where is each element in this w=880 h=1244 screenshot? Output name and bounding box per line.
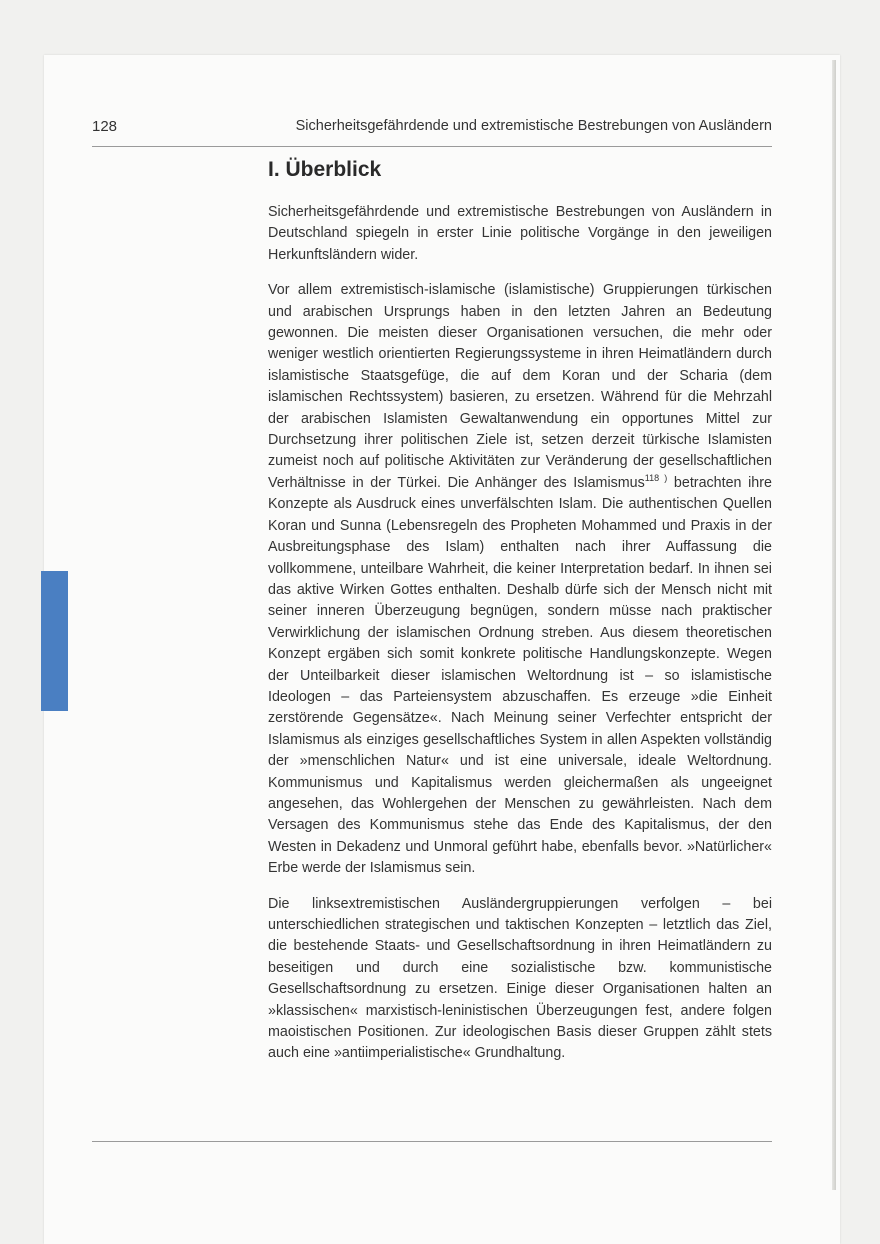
paragraph-text: betrachten ihre Konzepte als Ausdruck eines unverfälschten Islam. Die authentischen Quellen Koran und Sunna (Lebensregeln des Propheten Mohammed und Praxis in der Ausbreitungsphase des Islam) enthalten nach ihrer Auffassung die vollkommene, unteilbare Wahrheit, die keiner Interpretation bedarf. In ihnen sei das aktive Wirken Gottes enthalten. Deshalb dürfe sich der Mensch nicht mit seiner inneren Überzeugung begnügen, sondern müsse nach praktischer Verwirklichung der islamischen Ordnung streben. Aus diesem theoretischen Konzept ergäben sich somit konkrete politische Handlungskonzepte. Wegen der Unteilbarkeit dieser islamischen Weltordnung ist – so islamistische Ideologen – das Parteiensystem abzuschaffen. Es erzeuge »die Einheit zerstörende Gegensätze«. Nach Meinung seiner Verfechter entspricht der Islamismus als einziges gesellschaftliches System in allen Aspekten vollständig der »menschlichen Natur« und ist eine universale, ideale Weltordnung. Kommunismus und Kapitalismus werden gleichermaßen als ungeeignet angesehen, das Wohlergehen der Menschen zu gewährleisten. Nach dem Versagen des Kommunismus stehe das Ende des Kapitalismus, der den Westen in Dekadenz und Unmoral geführt habe, ebenfalls bevor. »Natürlicher« Erbe werde der Islamismus sein. bbox=[268, 474, 772, 877]
main-content bbox=[268, 154, 772, 1079]
page-edge-shadow bbox=[832, 60, 836, 1190]
paragraph-left-extremism: Die linksextremistischen Ausländergruppierungen verfolgen – bei unterschiedlichen strategischen und taktischen Konzepten – letztlich das Ziel, die bestehende Staats- und Gesellschaftsordnung in ihren Heimatländern zu beseitigen und durch eine sozialistische bzw. kommunistische Gesellschaftsordnung zu ersetzen. Einige dieser Organisationen halten an »klassischen« marxistisch-leninistischen Überzeugungen fest, andere folgen maoistischen Positionen. Zur ideologischen Basis dieser Gruppen zählt stets auch eine »antiimperialistische« Grundhaltung. bbox=[268, 895, 772, 1062]
running-header bbox=[92, 118, 772, 140]
running-header-title: Sicherheitsgefährdende und extremistische Bestrebungen von Ausländern bbox=[295, 118, 772, 134]
paragraph-intro: Sicherheitsgefährdende und extremistische Bestrebungen von Ausländern in Deutschland spiegeln in erster Linie politische Vorgänge in den jeweiligen Herkunftsländern wider. bbox=[268, 204, 772, 263]
chapter-side-tab bbox=[41, 571, 68, 711]
footer-rule bbox=[92, 1141, 772, 1142]
page-number: 128 bbox=[92, 118, 118, 135]
header-rule bbox=[92, 146, 772, 147]
section-heading: I. Überblick bbox=[268, 158, 382, 181]
paragraph-text: Vor allem extremistisch-islamische (islamistische) Gruppierungen türkischen und arabischen Ursprungs haben in den letzten Jahren an Bedeutung gewonnen. Die meisten dieser Organisationen versuchen, die mehr oder weniger westlich orientierten Regierungssysteme in ihren Heimatländern durch islamistische Staatsgefüge, die auf dem Koran und der Scharia (dem islamischen Rechtssystem) basieren, zu ersetzen. Während für die Mehrzahl der arabischen Islamisten Gewaltanwendung ein opportunes Mittel zur Durchsetzung ihrer politischen Ziele ist, setzen derzeit türkische Islamisten zumeist noch auf politische Aktivitäten zur Veränderung der gesellschaftlichen Verhältnisse in der Türkei. Die Anhänger des Islamismus bbox=[268, 282, 772, 491]
footnote-reference: 118 ) bbox=[644, 473, 668, 484]
paragraph-islamism bbox=[268, 280, 772, 879]
